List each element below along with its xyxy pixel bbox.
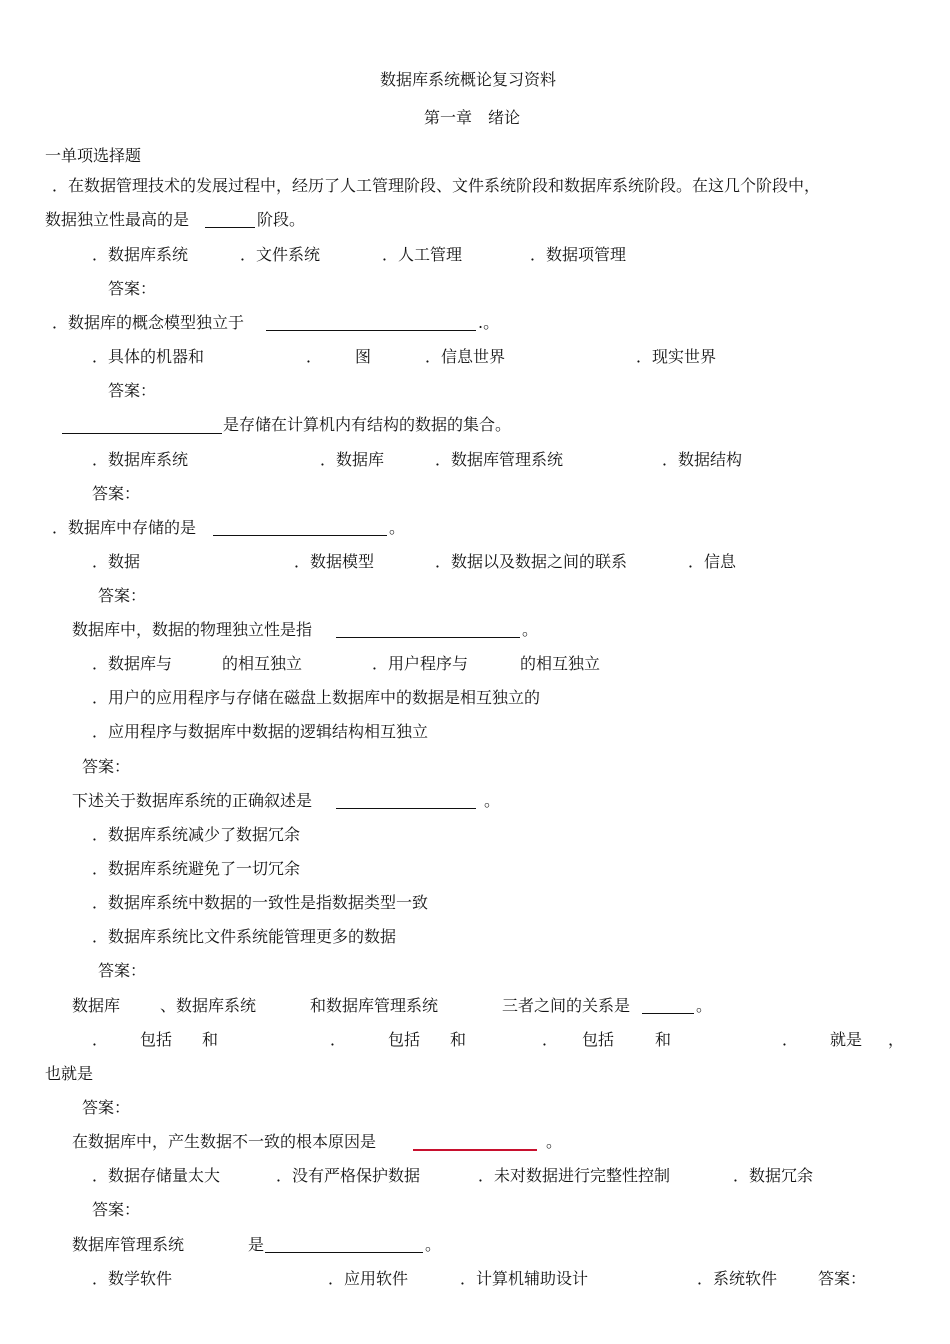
q6-answer-blank (336, 808, 476, 809)
q5-option-c: ．用户的应用程序与存储在磁盘上数据库中的数据是相互独立的 (92, 688, 541, 707)
page-title: 数据库系统概论复习资料 (380, 70, 557, 89)
q1-stem-line2: 数据独立性最高的是 (45, 210, 190, 229)
q2-option-a: ．具体的机器和 (92, 347, 205, 366)
q4-stem: ．数据库中存储的是 (52, 518, 197, 537)
q7-stem-tail: 。 (696, 996, 713, 1015)
q3-option-c: ．数据库管理系统 (435, 450, 564, 469)
q9-answer-blank (265, 1252, 423, 1253)
q6-stem: 下述关于数据库系统的正确叙述是 (72, 791, 313, 810)
q9-stem-is: 是 (248, 1235, 265, 1254)
q5-answer-label: 答案： (82, 757, 131, 776)
q3-stem: 是存储在计算机内有结构的数据的集合。 (223, 415, 512, 434)
q5-stem-tail: 。 (522, 620, 539, 639)
q6-stem-tail: 。 (484, 791, 501, 810)
q1-option-c: ．人工管理 (382, 245, 463, 264)
q5-option-a-tail: 的相互独立 (222, 654, 303, 673)
q8-answer-blank (413, 1149, 537, 1151)
q7-stem-part3: 和数据库管理系统 (310, 996, 439, 1015)
q2-option-c: ．信息世界 (425, 347, 506, 366)
q7-option-d-marker: ． (782, 1030, 799, 1049)
q6-answer-label: 答案： (98, 961, 147, 980)
chapter-title: 第一章 绪论 (424, 108, 521, 127)
q7-option-b-marker: ． (330, 1030, 347, 1049)
q8-answer-label: 答案： (92, 1200, 141, 1219)
q7-option-a-include: 包括 (140, 1030, 173, 1049)
q1-stem-tail: 阶段。 (257, 210, 306, 229)
q9-option-c: ．计算机辅助设计 (460, 1269, 589, 1288)
q9-option-b: ．应用软件 (328, 1269, 409, 1288)
q4-option-b: ．数据模型 (294, 552, 375, 571)
q2-option-b-text: 图 (355, 347, 372, 366)
q1-option-d: ．数据项管理 (530, 245, 627, 264)
q3-answer-label: 答案： (92, 484, 141, 503)
q1-stem-line1: ．在数据管理技术的发展过程中，经历了人工管理阶段、文件系统阶段和数据库系统阶段。在这几个阶段中， (52, 176, 821, 195)
q7-option-c-include: 包括 (582, 1030, 615, 1049)
q6-option-a: ．数据库系统减少了数据冗余 (92, 825, 301, 844)
section-heading: 一单项选择题 (45, 146, 142, 165)
q5-answer-blank (336, 637, 520, 638)
q2-option-b: ． (306, 347, 323, 366)
q7-option-d-comma: ， (888, 1030, 905, 1049)
q3-option-d: ．数据结构 (662, 450, 743, 469)
q7-option-c-marker: ． (542, 1030, 559, 1049)
q5-stem: 数据库中，数据的物理独立性是指 (72, 620, 313, 639)
q2-stem: ．数据库的概念模型独立于 (52, 313, 245, 332)
q8-stem-tail: 。 (546, 1132, 563, 1151)
q3-option-b: ．数据库 (320, 450, 385, 469)
q9-stem-tail: 。 (425, 1235, 442, 1254)
q7-stem-part4: 三者之间的关系是 (502, 996, 631, 1015)
q7-option-a-marker: ． (92, 1030, 109, 1049)
q6-option-c: ．数据库系统中数据的一致性是指数据类型一致 (92, 893, 429, 912)
q9-option-a: ．数学软件 (92, 1269, 173, 1288)
q5-option-b: ．用户程序与 (372, 654, 469, 673)
q1-option-a: ．数据库系统 (92, 245, 189, 264)
q3-answer-blank (62, 433, 222, 434)
q7-answer-label: 答案： (82, 1098, 131, 1117)
q4-answer-label: 答案： (98, 586, 147, 605)
q6-option-b: ．数据库系统避免了一切冗余 (92, 859, 301, 878)
q5-option-a: ．数据库与 (92, 654, 173, 673)
q9-stem: 数据库管理系统 (72, 1235, 185, 1254)
q2-option-d: ．现实世界 (636, 347, 717, 366)
q4-option-d: ．信息 (688, 552, 737, 571)
q4-option-c: ．数据以及数据之间的联系 (435, 552, 628, 571)
q8-option-c: ．未对数据进行完整性控制 (478, 1166, 671, 1185)
q4-option-a: ．数据 (92, 552, 141, 571)
q5-option-d: ．应用程序与数据库中数据的逻辑结构相互独立 (92, 722, 429, 741)
q1-answer-blank (205, 227, 255, 228)
q7-option-b-and: 和 (450, 1030, 467, 1049)
q7-option-b-include: 包括 (388, 1030, 421, 1049)
q7-stem-part1: 数据库 (72, 996, 121, 1015)
q8-option-a: ．数据存储量太大 (92, 1166, 221, 1185)
q7-option-d-is: 就是 (830, 1030, 863, 1049)
q7-option-a-and: 和 (202, 1030, 219, 1049)
q2-stem-tail: .。 (478, 313, 500, 332)
q9-option-d: ．系统软件 (697, 1269, 778, 1288)
q5-option-b-tail: 的相互独立 (520, 654, 601, 673)
q1-option-b: ．文件系统 (240, 245, 321, 264)
q8-stem: 在数据库中，产生数据不一致的根本原因是 (72, 1132, 377, 1151)
q1-answer-label: 答案： (108, 279, 157, 298)
q4-answer-blank (213, 535, 387, 536)
q3-option-a: ．数据库系统 (92, 450, 189, 469)
q4-stem-tail: 。 (389, 518, 406, 537)
q2-answer-label: 答案： (108, 381, 157, 400)
q7-option-d-tail: 也就是 (45, 1064, 94, 1083)
q8-option-b: ．没有严格保护数据 (276, 1166, 421, 1185)
q8-option-d: ．数据冗余 (733, 1166, 814, 1185)
q7-stem-part2: 、数据库系统 (160, 996, 257, 1015)
q9-answer-label: 答案： (818, 1269, 867, 1288)
q2-answer-blank (266, 330, 476, 331)
q7-option-c-and: 和 (655, 1030, 672, 1049)
q6-option-d: ．数据库系统比文件系统能管理更多的数据 (92, 927, 397, 946)
q7-answer-blank (642, 1013, 694, 1014)
